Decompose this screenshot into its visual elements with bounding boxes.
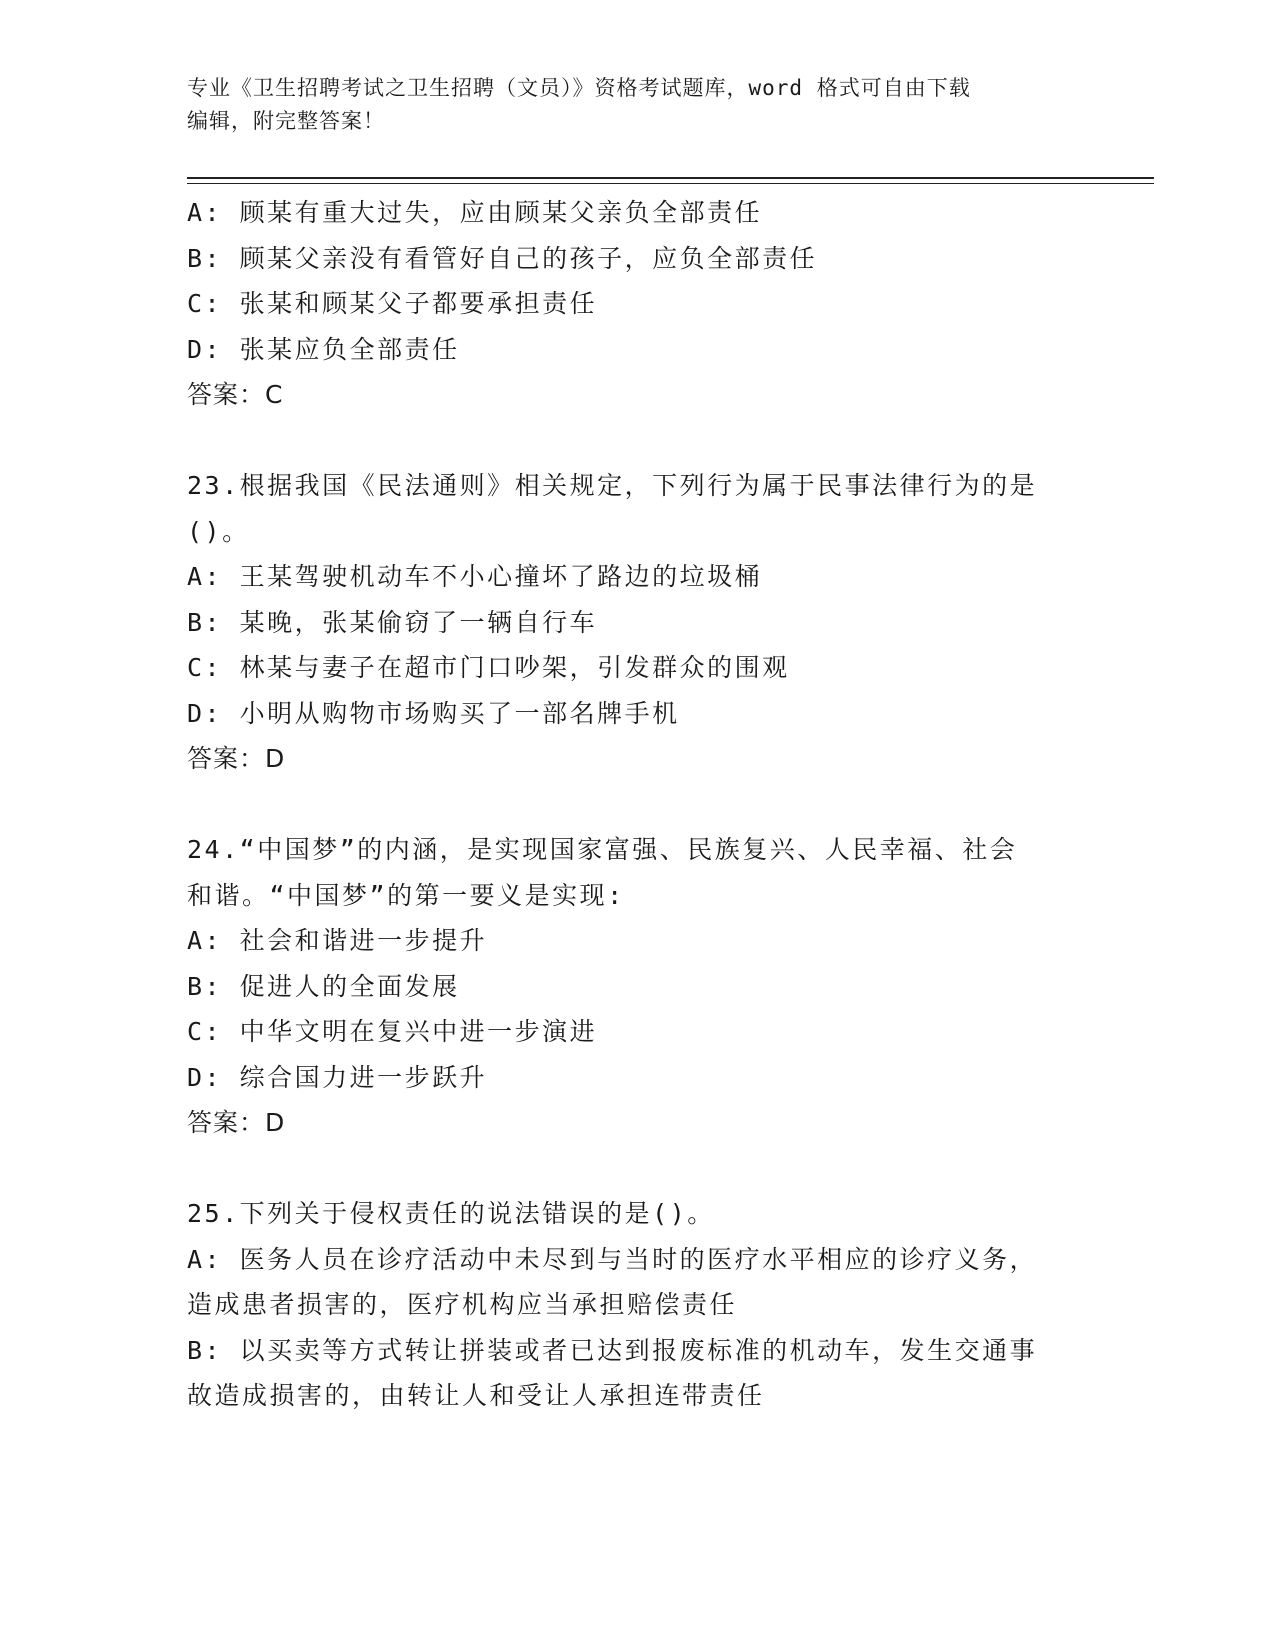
- option-d: D: 小明从购物市场购买了一部名牌手机: [187, 698, 680, 728]
- option-b: B: 顾某父亲没有看管好自己的孩子，应负全部责任: [187, 243, 818, 273]
- header-divider-thick: [187, 177, 1154, 179]
- option-b: B: 以买卖等方式转让拼装或者已达到报废标准的机动车，发生交通事: [187, 1335, 1038, 1365]
- question-list: [187, 190, 1067, 1419]
- option-a: A: 王某驾驶机动车不小心撞坏了路边的垃圾桶: [187, 562, 763, 591]
- option-b: B: 某晚，张某偷窃了一辆自行车: [187, 607, 598, 637]
- header-divider-thin: [187, 183, 1154, 184]
- option-a: A: 医务人员在诊疗活动中未尽到与当时的医疗水平相应的诊疗义务，: [187, 1244, 1038, 1274]
- answer: 答案：D: [187, 744, 286, 773]
- answer: 答案：C: [187, 380, 284, 409]
- question-stem: 23.根据我国《民法通则》相关规定，下列行为属于民事法律行为的是: [187, 471, 1038, 500]
- option-a: A: 顾某有重大过失，应由顾某父亲负全部责任: [187, 198, 763, 227]
- option-c: C: 林某与妻子在超市门口吵架，引发群众的围观: [187, 653, 790, 682]
- question-stem: 25.下列关于侵权责任的说法错误的是()。: [187, 1199, 715, 1228]
- question-stem-cont: 和谐。“中国梦”的第一要义是实现:: [187, 880, 625, 910]
- option-a-cont: 造成患者损害的，医疗机构应当承担赔偿责任: [187, 1290, 738, 1319]
- option-b: B: 促进人的全面发展: [187, 971, 460, 1001]
- header-line-2: 编辑，附完整答案！: [187, 109, 385, 133]
- question-24: [187, 827, 1067, 1146]
- document-header: [187, 72, 1087, 138]
- option-c: C: 张某和顾某父子都要承担责任: [187, 289, 598, 318]
- header-line-1: 专业《卫生招聘考试之卫生招聘（文员）》资格考试题库，word 格式可自由下载: [187, 76, 971, 100]
- option-c: C: 中华文明在复兴中进一步演进: [187, 1017, 598, 1046]
- question-stem-cont: ()。: [187, 516, 250, 546]
- answer: 答案：D: [187, 1108, 286, 1137]
- question-23: [187, 463, 1067, 782]
- option-a: A: 社会和谐进一步提升: [187, 926, 488, 955]
- option-d: D: 综合国力进一步跃升: [187, 1062, 488, 1092]
- question-stem: 24.“中国梦”的内涵，是实现国家富强、民族复兴、人民幸福、社会: [187, 835, 1018, 864]
- question-25: [187, 1191, 1067, 1419]
- question-22: [187, 190, 1067, 418]
- option-d: D: 张某应负全部责任: [187, 334, 460, 364]
- option-b-cont: 故造成损害的，由转让人和受让人承担连带责任: [187, 1381, 765, 1410]
